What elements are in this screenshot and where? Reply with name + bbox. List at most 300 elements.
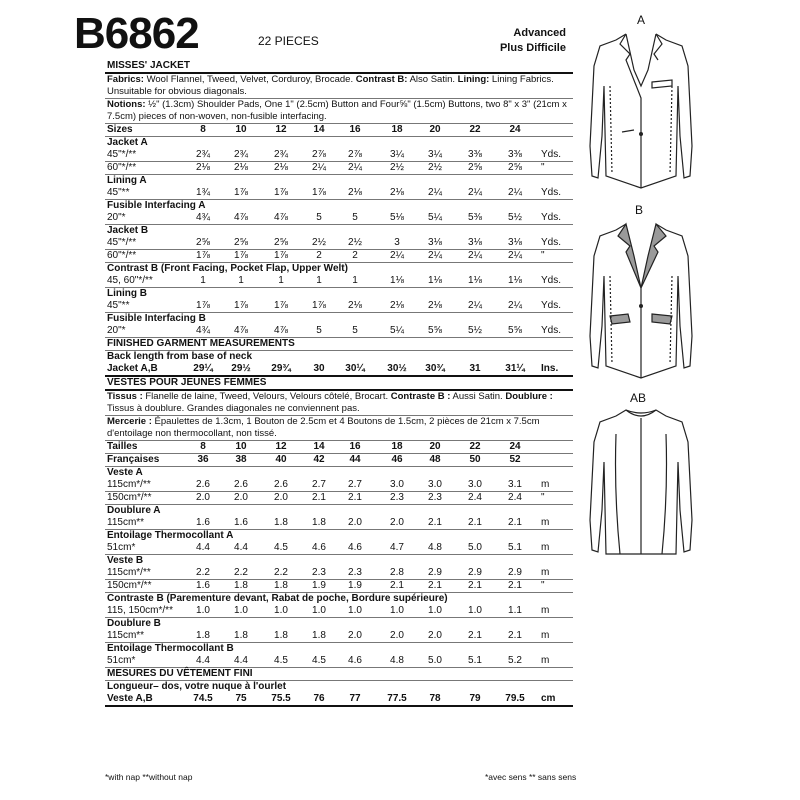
sizes-row [105, 124, 573, 137]
value-cell: 2.6 [234, 479, 248, 490]
value-cell: 2.0 [428, 630, 442, 641]
size-cell: 38 [235, 454, 247, 465]
value-cell: 2⅝ [196, 237, 210, 248]
value-cell: 1.0 [234, 605, 248, 616]
value-cell: 1.0 [468, 605, 482, 616]
size-cell: 44 [349, 454, 361, 465]
value-cell: 2½ [428, 162, 442, 173]
value-cell: 1 [278, 275, 284, 286]
value-cell: 2.1 [468, 580, 482, 591]
value-cell: 1⅞ [274, 300, 288, 311]
value-cell: 2.1 [508, 630, 522, 641]
value-cell: 2 [352, 250, 358, 261]
fabric-heading [105, 288, 573, 300]
value-cell: 1.0 [390, 605, 404, 616]
yardage-row [105, 655, 573, 668]
value-cell: 2¼ [468, 187, 482, 198]
value-cell: 2.4 [468, 492, 482, 503]
value-cell: 1 [352, 275, 358, 286]
fabric-heading-label: Contrast B (Front Facing, Pocket Flap, Upper Welt) [107, 263, 348, 274]
size-cell: 12 [275, 441, 287, 452]
fabric-heading-label: Lining A [107, 175, 147, 186]
pattern-number: B6862 [74, 9, 199, 58]
value-cell: 4⅞ [234, 212, 248, 223]
size-cell: 48 [429, 454, 441, 465]
contrast-label: Contrast B: [355, 74, 408, 85]
value-cell: 5 [352, 212, 358, 223]
back-length-label [105, 351, 573, 363]
fabrics-note-text: Flanelle de laine, Tweed, Velours, Velours côtelé, Brocart. [142, 391, 391, 402]
value-cell: 29¼ [193, 363, 213, 374]
skill-level-en: Advanced [513, 27, 566, 39]
value-cell: 2.1 [428, 517, 442, 528]
fabric-heading [105, 530, 573, 542]
value-cell: 5 [316, 212, 322, 223]
french-sizes-row-label: Françaises [107, 454, 160, 465]
value-cell: 2⅛ [196, 162, 210, 173]
footnote-en: *with nap **without nap [105, 772, 193, 782]
size-cell: 36 [197, 454, 209, 465]
size-cell: 10 [235, 441, 247, 452]
value-cell: 1.8 [312, 630, 326, 641]
value-cell: 2⅛ [348, 187, 362, 198]
unit-cell: " [541, 492, 545, 503]
size-cell: 14 [313, 124, 325, 135]
unit-cell: m [541, 605, 550, 616]
fabric-heading [105, 175, 573, 187]
value-cell: 30¼ [345, 363, 365, 374]
finished-title [105, 668, 573, 681]
row-label: 60"*/** [107, 250, 137, 261]
size-cell: 16 [349, 441, 361, 452]
size-cell: 8 [200, 124, 206, 135]
value-cell: 1 [316, 275, 322, 286]
value-cell: 1.0 [428, 605, 442, 616]
value-cell: 1.8 [312, 517, 326, 528]
value-cell: 3⅛ [508, 237, 522, 248]
size-cell: 16 [349, 124, 361, 135]
unit-cell: " [541, 580, 545, 591]
value-cell: 2⅛ [428, 300, 442, 311]
fabric-heading-label: Veste B [107, 555, 144, 566]
fabrics-note-label: Fabrics: [107, 74, 144, 85]
pieces-count: 22 PIECES [258, 34, 319, 48]
value-cell: 30 [313, 363, 325, 374]
contrast-text: Also Satin. [407, 74, 458, 85]
value-cell: 1⅞ [274, 250, 288, 261]
value-cell: 1.9 [312, 580, 326, 591]
back-length-label-label: Longueur– dos, votre nuque à l'ourlet [107, 681, 287, 692]
value-cell: 4.6 [348, 655, 362, 666]
value-cell: 2.9 [508, 567, 522, 578]
skill-level-fr: Plus Difficile [499, 42, 566, 54]
value-cell: 2 [316, 250, 322, 261]
unit-cell: m [541, 517, 550, 528]
lining-label: Lining: [457, 74, 490, 85]
unit-cell: Ins. [541, 363, 559, 374]
value-cell: 4.8 [428, 542, 442, 553]
value-cell: 2.1 [390, 580, 404, 591]
yardage-row [105, 567, 573, 580]
value-cell: 2⅛ [234, 162, 248, 173]
value-cell: 2¼ [348, 162, 362, 173]
skill-level [496, 26, 566, 56]
value-cell: 2.1 [508, 517, 522, 528]
value-cell: 1¾ [196, 187, 210, 198]
fabric-heading-label: Fusible Interfacing A [107, 200, 206, 211]
row-label: 60"*/** [107, 162, 137, 173]
value-cell: 4.6 [312, 542, 326, 553]
value-cell: 2⅛ [348, 300, 362, 311]
value-cell: 2.3 [312, 567, 326, 578]
unit-cell: Yds. [541, 149, 562, 160]
value-cell: 2⅛ [390, 300, 404, 311]
fabric-heading-label: Entoilage Thermocollant B [107, 643, 234, 654]
value-cell: 5.1 [508, 542, 522, 553]
section-title-label: VESTES POUR JEUNES FEMMES [107, 377, 267, 388]
value-cell: 2⅞ [348, 149, 362, 160]
yardage-row [105, 275, 573, 288]
value-cell: 1.8 [234, 580, 248, 591]
value-cell: 2.0 [390, 517, 404, 528]
size-cell: 52 [509, 454, 521, 465]
value-cell: 1.8 [234, 630, 248, 641]
value-cell: 1.8 [274, 630, 288, 641]
value-cell: 4⅞ [274, 212, 288, 223]
value-cell: 2.0 [274, 492, 288, 503]
size-cell: 10 [235, 124, 247, 135]
value-cell: 4.8 [390, 655, 404, 666]
row-label: 45"*/** [107, 237, 137, 248]
value-cell: 2¼ [428, 187, 442, 198]
value-cell: 1⅞ [196, 300, 210, 311]
row-label: 150cm*/** [107, 580, 152, 591]
value-cell: 2¼ [468, 300, 482, 311]
finished-title [105, 338, 573, 351]
yardage-row [105, 479, 573, 492]
size-cell: 20 [429, 124, 441, 135]
notions-note-label: Mercerie : [107, 416, 152, 427]
value-cell: 2¼ [390, 250, 404, 261]
yardage-row [105, 492, 573, 505]
unit-cell: cm [541, 693, 556, 704]
finished-title-label: MESURES DU VÊTEMENT FINI [107, 668, 253, 679]
value-cell: 4.7 [390, 542, 404, 553]
value-cell: 74.5 [193, 693, 213, 704]
unit-cell: Yds. [541, 237, 562, 248]
fabric-heading-label: Doublure A [107, 505, 161, 516]
view-label-a: A [637, 13, 646, 27]
value-cell: 77.5 [387, 693, 407, 704]
size-cell: 12 [275, 124, 287, 135]
value-cell: 31 [469, 363, 481, 374]
unit-cell: Yds. [541, 212, 562, 223]
fabric-heading-label: Doublure B [107, 618, 161, 629]
value-cell: 2.1 [468, 517, 482, 528]
row-label: 45"** [107, 300, 130, 311]
value-cell: 4.4 [234, 542, 248, 553]
value-cell: 1.8 [274, 580, 288, 591]
value-cell: 2.8 [390, 567, 404, 578]
value-cell: 2.0 [348, 517, 362, 528]
value-cell: 2¾ [274, 149, 288, 160]
value-cell: 31¼ [505, 363, 525, 374]
yardage-row [105, 517, 573, 530]
back-length-row [105, 693, 573, 707]
size-cell: 22 [469, 124, 481, 135]
fabric-heading [105, 313, 573, 325]
value-cell: 78 [429, 693, 441, 704]
value-cell: 2.4 [508, 492, 522, 503]
sizes-row-label: Sizes [107, 124, 133, 135]
lining-label: Doublure : [505, 391, 553, 402]
fabric-heading [105, 643, 573, 655]
value-cell: 5⅜ [468, 212, 482, 223]
fabric-heading [105, 555, 573, 567]
jacket-back-view-illustration [586, 404, 696, 564]
yardage-row [105, 187, 573, 200]
notions-note-text: ½" (1.3cm) Shoulder Pads, One 1" (2.5cm) Button and Four⅝" (1.5cm) Buttons, two 8" x 3" (21cm x 7.5cm) pieces of non-woven, non-fusible interfacing. [107, 99, 567, 122]
fabric-heading [105, 137, 573, 149]
value-cell: 2.3 [390, 492, 404, 503]
value-cell: 1⅛ [468, 275, 482, 286]
value-cell: 79.5 [505, 693, 525, 704]
row-label: 51cm* [107, 655, 136, 666]
value-cell: 2½ [390, 162, 404, 173]
size-cell: 20 [429, 441, 441, 452]
value-cell: 1⅞ [234, 300, 248, 311]
back-length-row [105, 363, 573, 377]
fabrics-note [105, 74, 573, 99]
value-cell: 4.4 [196, 655, 210, 666]
value-cell: 2¼ [428, 250, 442, 261]
value-cell: 3¼ [428, 149, 442, 160]
value-cell: 4⅞ [234, 325, 248, 336]
value-cell: 2.0 [234, 492, 248, 503]
row-label: 150cm*/** [107, 492, 152, 503]
yardage-row [105, 542, 573, 555]
value-cell: 2.9 [468, 567, 482, 578]
value-cell: 2¾ [196, 149, 210, 160]
value-cell: 2⅝ [274, 237, 288, 248]
yardage-chart [105, 60, 573, 707]
yardage-row [105, 212, 573, 225]
value-cell: 1⅞ [312, 187, 326, 198]
value-cell: 1.0 [196, 605, 210, 616]
notions-note [105, 99, 573, 124]
value-cell: 5 [316, 325, 322, 336]
value-cell: 2¼ [508, 187, 522, 198]
value-cell: 2.3 [348, 567, 362, 578]
value-cell: 1⅛ [508, 275, 522, 286]
value-cell: 5⅛ [390, 212, 404, 223]
size-cell: 50 [469, 454, 481, 465]
row-label: 115cm*/** [107, 567, 151, 578]
value-cell: 1⅞ [274, 187, 288, 198]
value-cell: 2.6 [196, 479, 210, 490]
size-cell: 18 [391, 124, 403, 135]
row-label: 45"*/** [107, 149, 137, 160]
yardage-row [105, 325, 573, 338]
value-cell: 2½ [312, 237, 326, 248]
value-cell: 3⅜ [508, 149, 522, 160]
finished-title-label: FINISHED GARMENT MEASUREMENTS [107, 338, 295, 349]
value-cell: 2¼ [468, 250, 482, 261]
notions-note-text: Épaulettes de 1.3cm, 1 Bouton de 2.5cm et 4 Boutons de 1.5cm, 2 pièces de 21cm x 7.5cm d'entoilage non thermocollant, non tissé. [107, 416, 540, 439]
value-cell: 3⅛ [468, 237, 482, 248]
unit-cell: " [541, 250, 545, 261]
size-cell: 14 [313, 441, 325, 452]
value-cell: 5 [352, 325, 358, 336]
value-cell: 5.0 [428, 655, 442, 666]
size-cell: 24 [509, 441, 521, 452]
unit-cell: " [541, 162, 545, 173]
value-cell: 1.0 [348, 605, 362, 616]
unit-cell: Yds. [541, 325, 562, 336]
value-cell: 2.9 [428, 567, 442, 578]
row-label: 20"* [107, 212, 126, 223]
fabric-heading [105, 593, 573, 605]
value-cell: 3.0 [390, 479, 404, 490]
jacket-view-a-illustration [586, 26, 696, 196]
contrast-text: Aussi Satin. [450, 391, 506, 402]
value-cell: 4.4 [234, 655, 248, 666]
value-cell: 3.1 [508, 479, 522, 490]
section-title [105, 60, 573, 74]
value-cell: 75.5 [271, 693, 291, 704]
jacket-view-b-illustration [586, 216, 696, 386]
value-cell: 1.0 [274, 605, 288, 616]
value-cell: 3 [394, 237, 400, 248]
row-label: 115cm** [107, 517, 145, 528]
value-cell: 1⅞ [234, 187, 248, 198]
value-cell: 5.1 [468, 655, 482, 666]
fabric-heading [105, 263, 573, 275]
value-cell: 2.2 [196, 567, 210, 578]
value-cell: 3.0 [428, 479, 442, 490]
fabric-heading [105, 200, 573, 212]
fabrics-note-text: Wool Flannel, Tweed, Velvet, Corduroy, Brocade. [143, 74, 356, 85]
value-cell: 30½ [387, 363, 407, 374]
value-cell: 5.0 [468, 542, 482, 553]
value-cell: 2¾ [234, 149, 248, 160]
size-cell: 24 [509, 124, 521, 135]
fabric-heading-label: Veste A [107, 467, 143, 478]
value-cell: 1 [200, 275, 206, 286]
value-cell: 4¾ [196, 325, 210, 336]
yardage-row [105, 237, 573, 250]
fabric-heading-label: Lining B [107, 288, 147, 299]
value-cell: 2⅛ [274, 162, 288, 173]
fabric-heading-label: Jacket B [107, 225, 149, 236]
value-cell: 1.8 [196, 630, 210, 641]
value-cell: 5¼ [390, 325, 404, 336]
size-cell: 42 [313, 454, 325, 465]
value-cell: 2⅝ [508, 162, 522, 173]
lining-text: Lining Fabrics. Unsuitable for obvious diagonals. [107, 74, 554, 97]
fabric-heading [105, 225, 573, 237]
value-cell: 4.6 [348, 542, 362, 553]
row-label: Veste A,B [107, 693, 153, 704]
value-cell: 1.6 [196, 580, 210, 591]
sizes-row-label: Tailles [107, 441, 138, 452]
yardage-row [105, 580, 573, 593]
value-cell: 5⅝ [508, 325, 522, 336]
value-cell: 1⅞ [234, 250, 248, 261]
value-cell: 1⅛ [428, 275, 442, 286]
value-cell: 5½ [508, 212, 522, 223]
row-label: 51cm* [107, 542, 136, 553]
unit-cell: m [541, 630, 550, 641]
value-cell: 2.1 [312, 492, 326, 503]
unit-cell: Yds. [541, 275, 562, 286]
value-cell: 1.6 [196, 517, 210, 528]
fabric-heading [105, 505, 573, 517]
yardage-row [105, 162, 573, 175]
yardage-row [105, 250, 573, 263]
notions-note-label: Notions: [107, 99, 146, 110]
fabric-heading-label: Fusible Interfacing B [107, 313, 206, 324]
size-cell: 46 [391, 454, 403, 465]
value-cell: 2¼ [508, 300, 522, 311]
value-cell: 29¾ [271, 363, 291, 374]
value-cell: 2.7 [348, 479, 362, 490]
value-cell: 1⅛ [390, 275, 404, 286]
size-cell: 40 [275, 454, 287, 465]
value-cell: 2⅛ [390, 187, 404, 198]
yardage-row [105, 630, 573, 643]
value-cell: 2½ [348, 237, 362, 248]
value-cell: 2.3 [428, 492, 442, 503]
value-cell: 1 [238, 275, 244, 286]
value-cell: 2.0 [390, 630, 404, 641]
value-cell: 2.2 [274, 567, 288, 578]
value-cell: 4.4 [196, 542, 210, 553]
value-cell: 2.7 [312, 479, 326, 490]
yardage-row [105, 149, 573, 162]
value-cell: 3.0 [468, 479, 482, 490]
section-title [105, 377, 573, 391]
value-cell: 2.1 [348, 492, 362, 503]
row-label: Jacket A,B [107, 363, 158, 374]
value-cell: 5½ [468, 325, 482, 336]
unit-cell: Yds. [541, 300, 562, 311]
fabric-heading-label: Entoilage Thermocollant A [107, 530, 234, 541]
value-cell: 1.8 [274, 517, 288, 528]
value-cell: 4.5 [274, 655, 288, 666]
value-cell: 3¼ [390, 149, 404, 160]
back-length-label [105, 681, 573, 693]
unit-cell: m [541, 479, 550, 490]
notions-note [105, 416, 573, 441]
value-cell: 4⅞ [274, 325, 288, 336]
view-label-b: B [635, 203, 644, 217]
value-cell: 2⅝ [234, 237, 248, 248]
view-label-ab: AB [630, 391, 647, 405]
value-cell: 5¼ [428, 212, 442, 223]
value-cell: 2⅝ [468, 162, 482, 173]
yardage-row [105, 300, 573, 313]
value-cell: 2.6 [274, 479, 288, 490]
value-cell: 2.0 [348, 630, 362, 641]
value-cell: 4.5 [274, 542, 288, 553]
value-cell: 4.5 [312, 655, 326, 666]
value-cell: 2¼ [508, 250, 522, 261]
row-label: 115, 150cm*/** [107, 605, 173, 616]
value-cell: 75 [235, 693, 247, 704]
row-label: 20"* [107, 325, 126, 336]
size-cell: 8 [200, 441, 206, 452]
